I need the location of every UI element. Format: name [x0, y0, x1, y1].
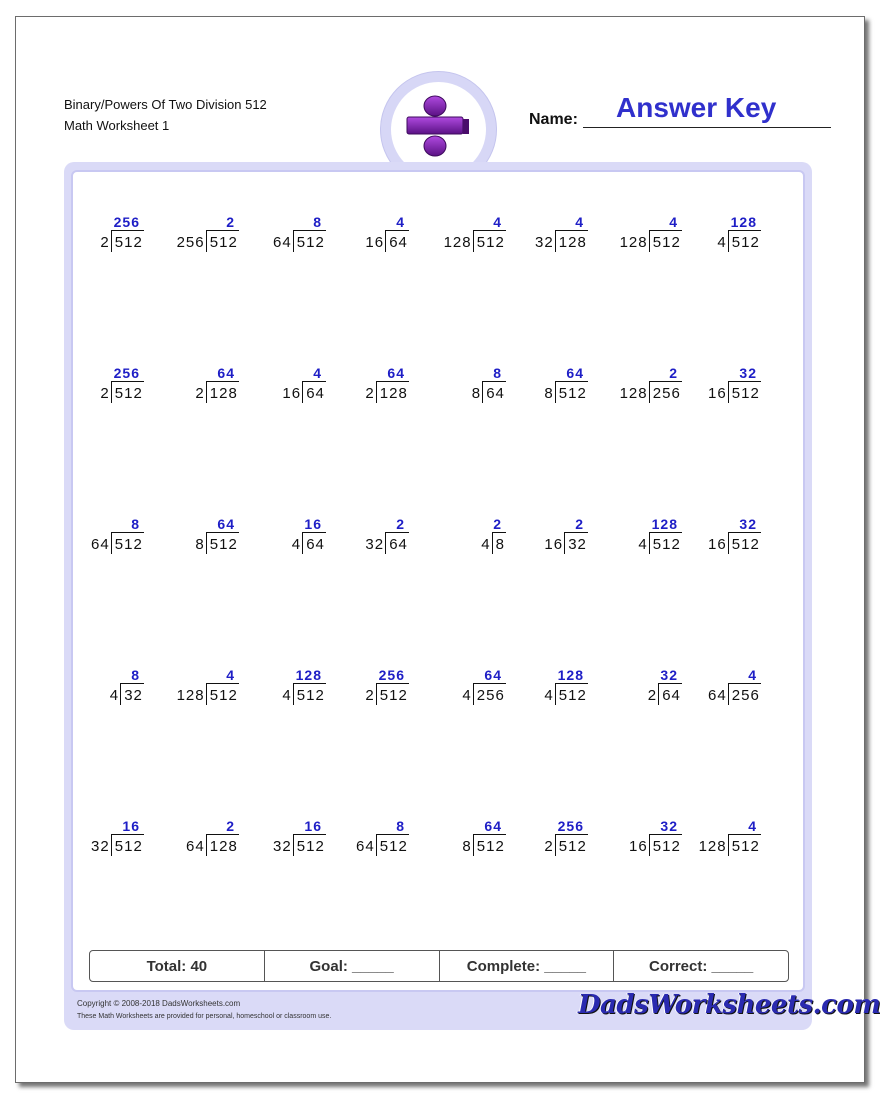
problem-dividend: 512	[731, 536, 760, 553]
problem-dividend: 512	[558, 385, 587, 402]
problem-dividend: 256	[731, 687, 760, 704]
problem-divisor: 64	[273, 234, 292, 251]
problem-divisor: 16	[544, 536, 564, 553]
problem-dividend: 512	[652, 838, 681, 855]
problem-divisor: 2	[195, 385, 205, 402]
problem-divisor: 64	[91, 536, 110, 553]
problem-divisor: 8	[195, 536, 205, 553]
problem-answer: 32	[660, 667, 678, 683]
problem-dividend: 512	[296, 687, 325, 704]
problem-dividend: 128	[209, 838, 238, 855]
problem-answer: 16	[122, 818, 140, 834]
problem-divisor: 2	[100, 234, 110, 251]
problem-dividend: 512	[209, 234, 238, 251]
problem-answer: 128	[651, 516, 678, 532]
problem-dividend: 32	[568, 536, 587, 553]
problem-divisor: 32	[535, 234, 554, 251]
problem-divisor: 2	[365, 687, 375, 704]
problem-answer: 8	[131, 667, 140, 683]
score-box	[89, 950, 789, 982]
problem-answer: 64	[387, 365, 405, 381]
copyright-text: Copyright © 2008-2018 DadsWorksheets.com	[77, 999, 241, 1008]
problem-divisor: 16	[365, 234, 385, 251]
problem-dividend: 512	[558, 687, 587, 704]
problem-answer: 32	[739, 365, 757, 381]
problem-answer: 4	[748, 667, 757, 683]
problem-divisor: 8	[544, 385, 554, 402]
problem-dividend: 64	[662, 687, 681, 704]
problem-divisor: 16	[629, 838, 648, 855]
problem-answer: 8	[131, 516, 140, 532]
problem-answer: 32	[660, 818, 678, 834]
problem-dividend: 128	[379, 385, 408, 402]
problem-answer: 256	[557, 818, 584, 834]
problem-answer: 64	[217, 516, 235, 532]
problem-answer: 2	[493, 516, 502, 532]
problem-answer: 256	[378, 667, 405, 683]
problem-answer: 256	[113, 365, 140, 381]
problem-divisor: 64	[356, 838, 375, 855]
dadsworksheets-logo: DadsWorksheets.com	[578, 990, 880, 1020]
problem-dividend: 512	[296, 838, 325, 855]
problem-divisor: 32	[91, 838, 110, 855]
total-cell: Total: 40	[90, 951, 265, 981]
problem-answer: 2	[575, 516, 584, 532]
problem-answer: 8	[396, 818, 405, 834]
problem-divisor: 4	[462, 687, 472, 704]
problem-answer: 4	[669, 214, 678, 230]
problem-divisor: 4	[481, 536, 491, 553]
problem-answer: 4	[226, 667, 235, 683]
problem-divisor: 128	[698, 838, 727, 855]
problem-divisor: 4	[291, 536, 302, 553]
problem-divisor: 4	[109, 687, 120, 704]
problem-dividend: 512	[731, 234, 760, 251]
problem-divisor: 32	[273, 838, 292, 855]
problem-answer: 2	[396, 516, 405, 532]
problem-dividend: 512	[731, 385, 760, 402]
problem-dividend: 8	[495, 536, 505, 553]
problem-divisor: 2	[100, 385, 110, 402]
problem-dividend: 64	[389, 536, 408, 553]
problem-answer: 4	[748, 818, 757, 834]
answer-key-heading: Answer Key	[616, 92, 777, 123]
problem-dividend: 512	[558, 838, 587, 855]
problem-divisor: 128	[176, 687, 205, 704]
worksheet-title: Binary/Powers Of Two Division 512	[64, 97, 267, 112]
correct-cell: Correct: _____	[649, 957, 754, 975]
problem-dividend: 512	[476, 234, 505, 251]
problem-divisor: 2	[647, 687, 658, 704]
problem-divisor: 64	[708, 687, 727, 704]
problem-answer: 256	[113, 214, 140, 230]
problem-divisor: 2	[544, 838, 554, 855]
problem-answer: 4	[396, 214, 405, 230]
problem-dividend: 64	[306, 536, 325, 553]
problem-dividend: 32	[124, 687, 143, 704]
problem-divisor: 16	[708, 385, 727, 402]
problem-dividend: 512	[652, 536, 681, 553]
problem-divisor: 64	[186, 838, 205, 855]
problem-divisor: 4	[544, 687, 554, 704]
problem-answer: 128	[557, 667, 584, 683]
problem-dividend: 512	[209, 536, 238, 553]
worksheet-subtitle: Math Worksheet 1	[64, 118, 170, 133]
problem-dividend: 512	[114, 234, 143, 251]
problem-answer: 64	[217, 365, 235, 381]
problem-dividend: 512	[731, 838, 760, 855]
problem-divisor: 128	[619, 234, 648, 251]
problem-answer: 16	[304, 818, 322, 834]
problem-answer: 64	[566, 365, 584, 381]
problem-divisor: 128	[443, 234, 472, 251]
problem-answer: 64	[484, 667, 502, 683]
problem-answer: 64	[484, 818, 502, 834]
problem-dividend: 64	[486, 385, 505, 402]
problem-divisor: 128	[619, 385, 648, 402]
problem-answer: 4	[313, 365, 322, 381]
problem-divisor: 32	[365, 536, 385, 553]
problem-dividend: 512	[379, 687, 408, 704]
problem-answer: 2	[669, 365, 678, 381]
name-line[interactable]	[583, 127, 831, 128]
problem-divisor: 16	[282, 385, 302, 402]
problem-divisor: 16	[708, 536, 727, 553]
problem-dividend: 512	[652, 234, 681, 251]
problem-dividend: 256	[652, 385, 681, 402]
goal-cell: Goal: _____	[265, 951, 440, 981]
problem-dividend: 512	[114, 838, 143, 855]
problem-answer: 32	[739, 516, 757, 532]
problem-divisor: 8	[471, 385, 482, 402]
problem-answer: 2	[226, 818, 235, 834]
problem-answer: 4	[575, 214, 584, 230]
problem-dividend: 128	[209, 385, 238, 402]
problem-answer: 8	[313, 214, 322, 230]
problem-answer: 128	[730, 214, 757, 230]
problem-answer: 8	[493, 365, 502, 381]
problem-divisor: 4	[282, 687, 292, 704]
problem-dividend: 512	[114, 385, 143, 402]
problem-dividend: 512	[209, 687, 238, 704]
problem-answer: 128	[295, 667, 322, 683]
problem-dividend: 64	[389, 234, 408, 251]
problem-dividend: 512	[476, 838, 505, 855]
problem-divisor: 2	[365, 385, 375, 402]
name-label: Name:	[529, 111, 578, 128]
problem-answer: 16	[304, 516, 322, 532]
problem-dividend: 256	[476, 687, 505, 704]
complete-cell: Complete: _____	[440, 951, 615, 981]
problem-dividend: 64	[306, 385, 325, 402]
problem-dividend: 512	[114, 536, 143, 553]
problem-divisor: 256	[176, 234, 205, 251]
problem-divisor: 8	[462, 838, 472, 855]
problem-dividend: 512	[379, 838, 408, 855]
disclaimer-text: These Math Worksheets are provided for personal, homeschool or classroom use.	[77, 1013, 332, 1020]
problem-divisor: 4	[717, 234, 727, 251]
problems-area	[71, 170, 805, 992]
problem-dividend: 128	[558, 234, 587, 251]
problem-dividend: 512	[296, 234, 325, 251]
problem-divisor: 4	[638, 536, 648, 553]
problem-answer: 4	[493, 214, 502, 230]
problem-answer: 2	[226, 214, 235, 230]
